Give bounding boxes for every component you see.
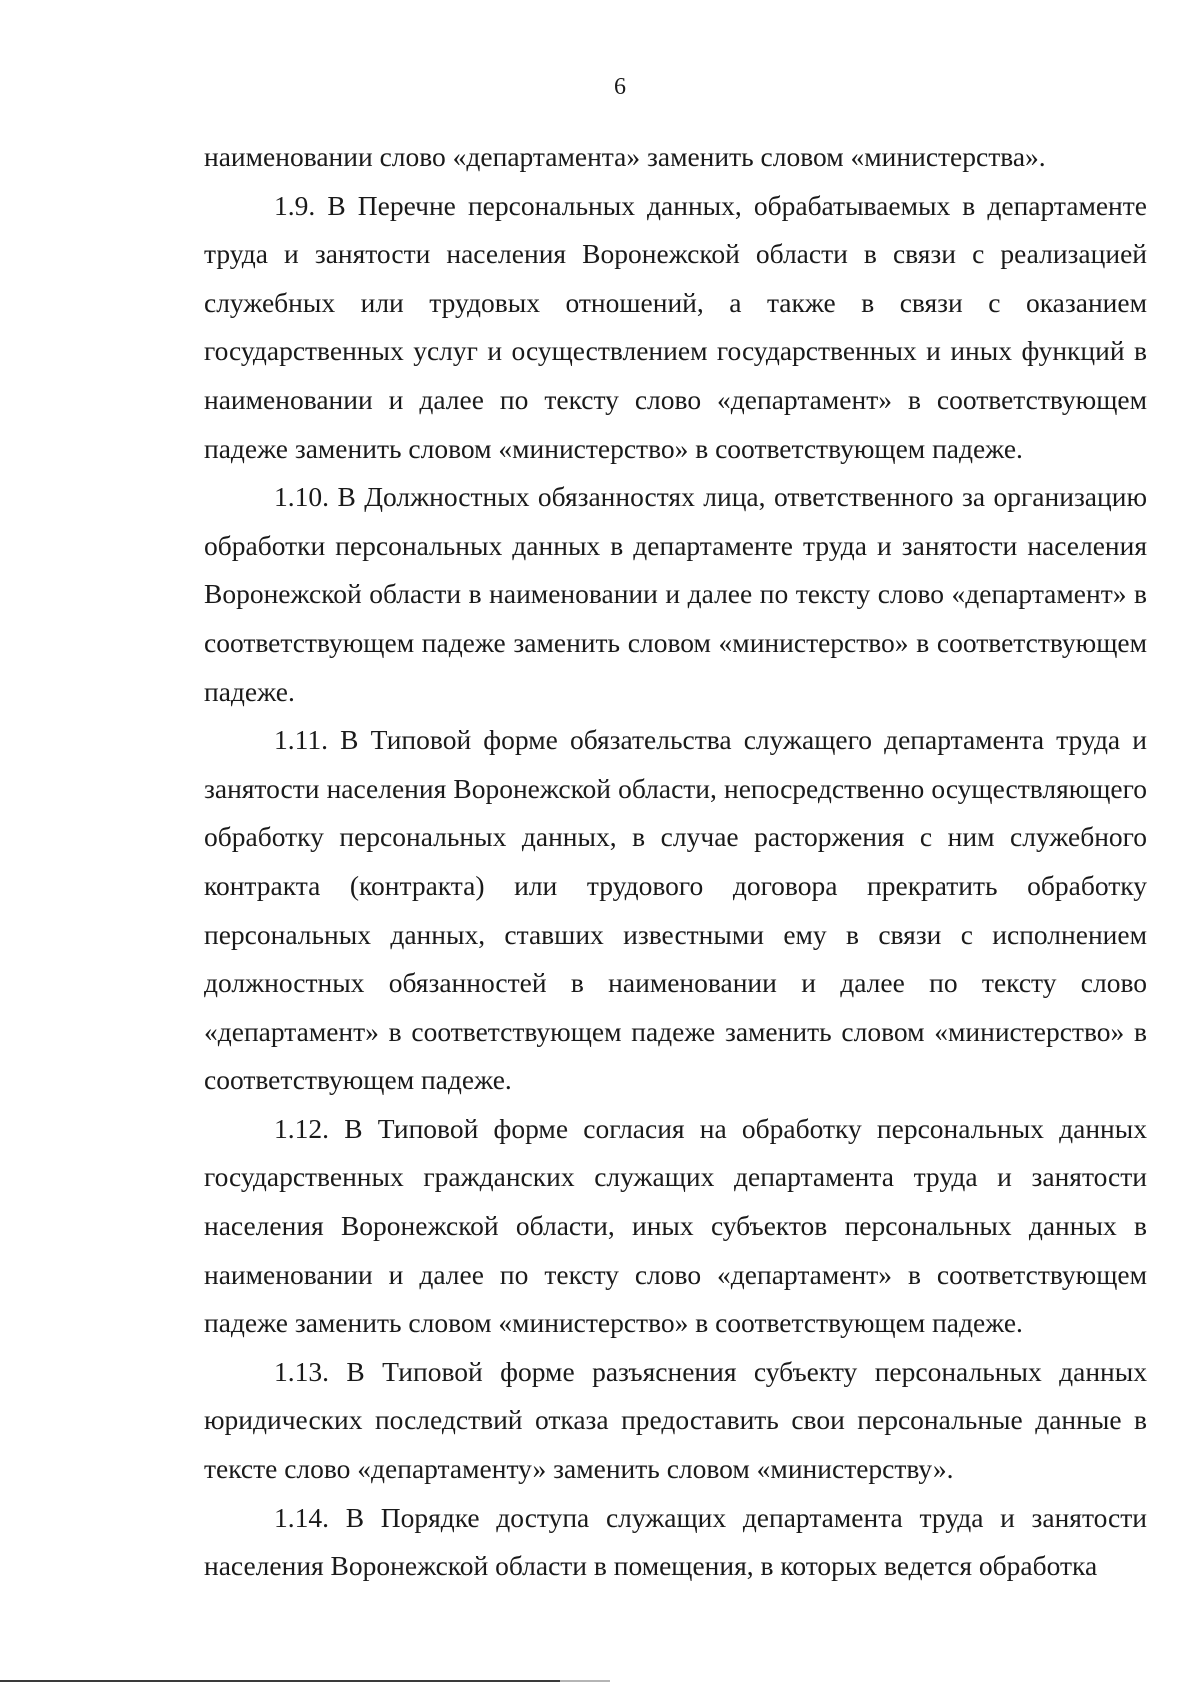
page-number: 6 xyxy=(614,74,626,100)
paragraph-1-10: 1.10. В Должностных обязанностях лица, ответственного за организацию обработки персональных данных в департаменте труда и занятости населения Воронежской области в наименовании и далее по тексту слово «департамент» в соответствующем падеже заменить словом «министерство» в соответствующем падеже. xyxy=(204,481,1147,707)
document-body xyxy=(204,133,1147,1591)
paragraph-1-11: 1.11. В Типовой форме обязательства служащего департамента труда и занятости населения Воронежской области, непосредственно осуществляющего обработку персональных данных, в случае расторжения с ним служебного контракта (контракта) или трудового договора прекратить обработку персональных данных, ставших известными ему в связи с исполнением должностных обязанностей в наименовании и далее по тексту слово «департамент» в соответствующем падеже заменить словом «министерство» в соответствующем падеже. xyxy=(204,724,1147,1096)
paragraph-1-14: 1.14. В Порядке доступа служащих департамента труда и занятости населения Воронежской области в помещения, в которых ведется обработка xyxy=(204,1501,1147,1582)
bottom-scan-edge-faint xyxy=(560,1680,610,1682)
paragraph-1-12: 1.12. В Типовой форме согласия на обработку персональных данных государственных гражданских служащих департамента труда и занятости населения Воронежской области, иных субъектов персональных данных в наименовании и далее по тексту слово «департамент» в соответствующем падеже заменить словом «министерство» в соответствующем падеже. xyxy=(204,1112,1147,1339)
paragraph-1-13: 1.13. В Типовой форме разъяснения субъекту персональных данных юридических последствий отказа предоставить свои персональные данные в тексте слово «департаменту» заменить словом «министерству». xyxy=(204,1355,1147,1485)
paragraph-continuation: наименовании слово «департамента» заменить словом «министерства». xyxy=(204,141,1046,172)
paragraph-1-9: 1.9. В Перечне персональных данных, обрабатываемых в департаменте труда и занятости населения Воронежской области в связи с реализацией служебных или трудовых отношений, а также в связи с оказанием государственных услуг и осуществлением государственных и иных функций в наименовании и далее по тексту слово «департамент» в соответствующем падеже заменить словом «министерство» в соответствующем падеже. xyxy=(204,189,1147,464)
bottom-scan-edge xyxy=(0,1680,560,1682)
